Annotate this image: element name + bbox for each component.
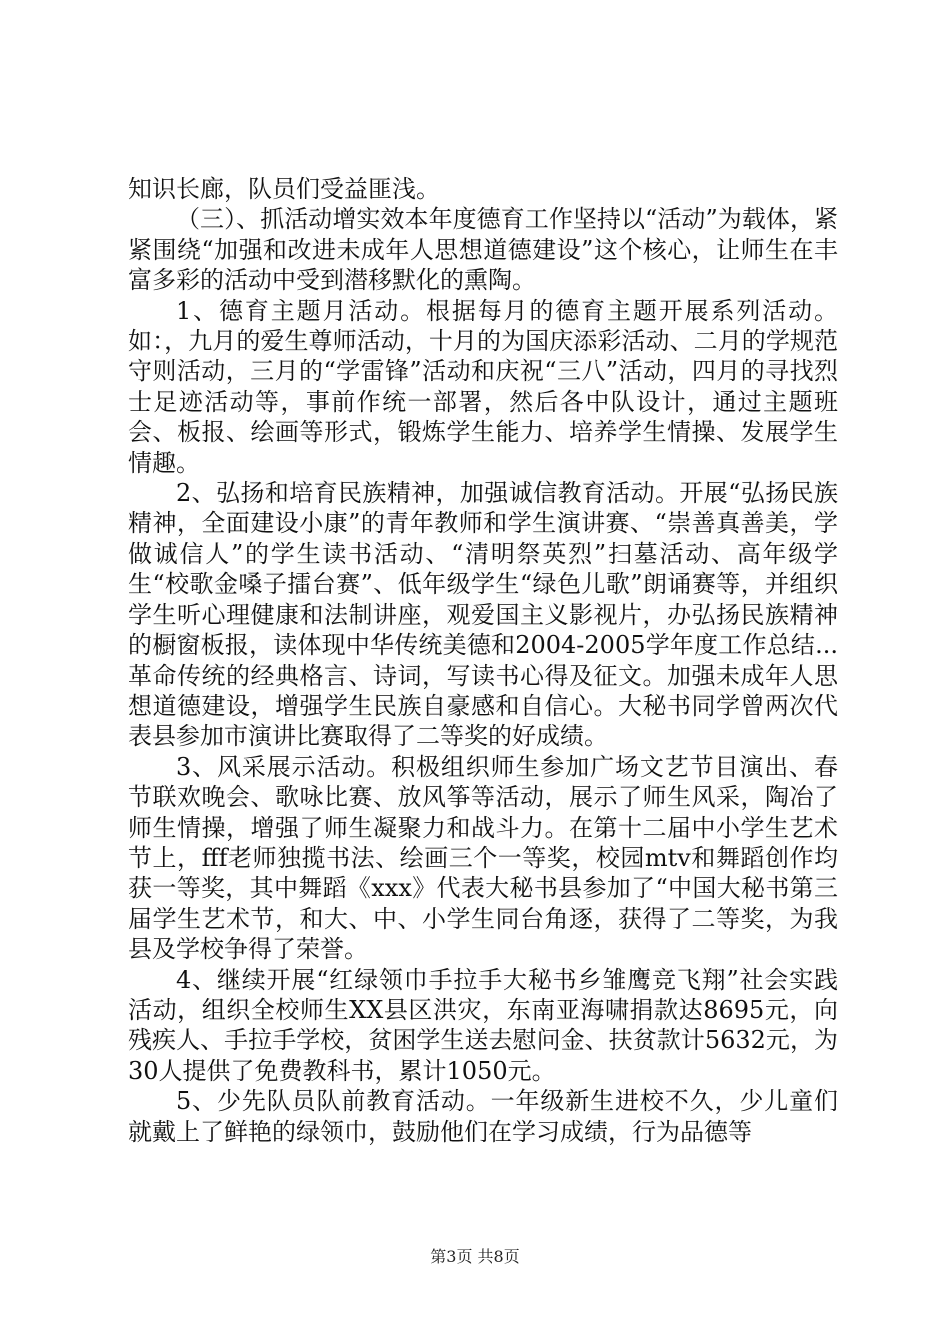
paragraph-4: 2、弘扬和培育民族精神，加强诚信教育活动。开展“弘扬民族精神，全面建设小康”的青年教师和学生演讲赛、“崇善真善美，学做诚信人”的学生读书活动、“清明祭英烈”扫墓活动、高年级学生“校歌金嗓子擂台赛”、低年级学生“绿色儿歌”朗诵赛等，并组织学生听心理健康和法制讲座，观爱国主义影视片，办弘扬民族精神的橱窗板报，读体现中华传统美德和2004-2005学年度工作总结...革命传统的经典格言、诗词，写读书心得及征文。加强未成年人思想道德建设，增强学生民族自豪感和自信心。大秘书同学曾两次代表县参加市演讲比赛取得了二等奖的好成绩。 [128,479,838,751]
paragraph-2: （三）、抓活动增实效本年度德育工作坚持以“活动”为载体，紧紧围绕“加强和改进未成年人思想道德建设”这个核心，让师生在丰富多彩的活动中受到潜移默化的熏陶。 [128,205,838,295]
document-body [128,174,838,1147]
paragraph-5: 3、风采展示活动。积极组织师生参加广场文艺节目演出、春节联欢晚会、歌咏比赛、放风筝等活动，展示了师生风采，陶冶了师生情操，增强了师生凝聚力和战斗力。在第十二届中小学生艺术节上，fff老师独揽书法、绘画三个一等奖，校园mtv和舞蹈创作均获一等奖，其中舞蹈《xxx》代表大秘书县参加了“中国大秘书第三届学生艺术节，和大、中、小学生同台角逐，获得了二等奖，为我县及学校争得了荣誉。 [128,752,838,964]
paragraph-3: 1、德育主题月活动。根据每月的德育主题开展系列活动。如：，九月的爱生尊师活动，十月的为国庆添彩活动、二月的学规范守则活动，三月的“学雷锋”活动和庆祝“三八”活动，四月的寻找烈士足迹活动等，事前作统一部署，然后各中队设计，通过主题班会、板报、绘画等形式，锻炼学生能力、培养学生情操、发展学生情趣。 [128,296,838,477]
paragraph-7: 5、少先队员队前教育活动。一年级新生进校不久，少儿童们就戴上了鲜艳的绿领巾，鼓励他们在学习成绩，行为品德等 [128,1087,838,1146]
page-number-footer: 第3页 共8页 [430,1247,520,1266]
paragraph-1: 知识长廊，队员们受益匪浅。 [128,175,440,203]
paragraph-6: 4、继续开展“红绿领巾手拉手大秘书乡雏鹰竞飞翔”社会实践活动，组织全校师生XX县区洪灾，东南亚海啸捐款达8695元，向残疾人、手拉手学校，贫困学生送去慰问金、扶贫款计5632元，为30人提供了免费教科书，累计1050元。 [128,965,838,1085]
